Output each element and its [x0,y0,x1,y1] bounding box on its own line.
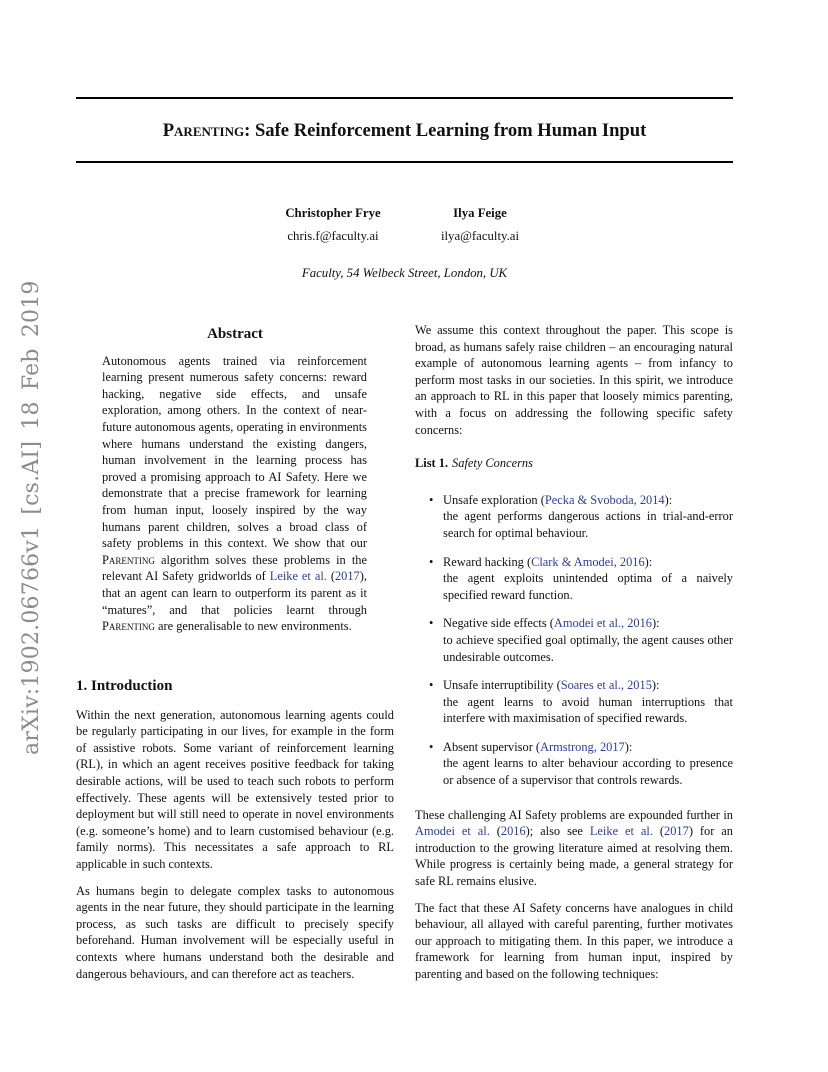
intro-paragraph: Within the next generation, autonomous learning agents could be regularly participating in our lives, for example in the form of assistive robots. Some variant of reinforcement learning (RL), in which an agent receives positive feedback for taking desirable actions, will be used to teach such robots to perform effectively. These agents will be extensively tested prior to deployment but will still need to operate in novel environments (e.g. someone’s home) and to learn customised behaviour (e.g. family norms). This necessitates a safe approach to RL applicable in such contexts. [76,707,394,872]
intro-paragraph: As humans begin to delegate complex tasks to autonomous agents in the near future, they should participate in the learning process, as such tasks are difficult to precisely specify beforehand. Human involvement will be especially useful in contexts where humans understand both the desirable and dangerous behaviours, and can therefore act as teachers. [76,883,394,981]
left-column [76,322,394,982]
body-paragraph: We assume this context throughout the paper. This scope is broad, as humans safely raise children – an encouraging natural example of autonomous learning agents – from infancy to perform most tasks in our societies. In this spirit, we introduce an approach to RL in this paper that loosely mimics parenting, with a focus on addressing the following specific safety concerns: [415,323,733,437]
citation-link[interactable]: Clark & Amodei, 2016 [531,554,645,569]
title-smallcaps: Parenting [162,120,245,141]
paper-title [76,119,733,143]
arxiv-stamp: arXiv:1902.06766v1 [cs.AI] 18 Feb 2019 [19,280,44,755]
bullet-icon: • [429,492,434,507]
citation-link[interactable]: Armstrong, 2017 [540,739,625,754]
right-column [415,322,733,983]
abstract-text: Autonomous agents trained via reinforcement learning present numerous safety concerns: reward hacking, negative side effects, and unsafe exploration, among others. In the context of near-future autonomous agents, operating in environments where humans understand the existing dangers, human involvement in the learning process has proved a promising approach to AI Safety. Here we demonstrate that a precise framework for learning from human input, loosely inspired by the way humans parent children, solves a broad class of safety problems in this context. We show that our Parenting algorithm solves these problems in the relevant AI Safety gridworlds of Leike et al. (2017), that an agent can learn to outperform its parent as it “matures”, and that policies learnt through Parenting are generalisable to new environments. [102,353,367,634]
bullet-icon: • [429,739,434,754]
top-rule [76,97,733,99]
citation-link[interactable]: Leike et al. [269,569,327,584]
citation-year-link[interactable]: 2017 [334,569,360,584]
citation-year-link[interactable]: 2017 [664,824,689,839]
affiliation: Faculty, 54 Welbeck Street, London, UK [301,266,508,280]
body-paragraph: The fact that these AI Safety concerns have analogues in child behaviour, all allayed with careful parenting, further motivates our approach to mitigating them. In this paper, we introduce a framework for learning from human input, inspired by parenting and based on the following techniques: [415,900,733,981]
author-name: Ilya Feige [453,206,507,220]
list-item: • Negative side effects (Amodei et al., 2016): to achieve specified goal optimally, the agent causes other undesirable outcomes. [429,616,733,664]
citation-link[interactable]: Amodei et al., 2016 [553,616,652,631]
list-item: • Unsafe exploration (Pecka & Svoboda, 2014): the agent performs dangerous actions in trial-and-error search for optimal behaviour. [429,492,733,540]
bullet-icon: • [429,678,434,693]
section-heading-introduction: 1. Introduction [76,677,173,694]
list-item: • Unsafe interruptibility (Soares et al., 2015): the agent learns to avoid human interruptions that interfere with maximisation of specified rewards. [429,678,733,726]
body-paragraph: These challenging AI Safety problems are expounded further in Amodei et al. (2016); also see Leike et al. (2017) for an introduction to the growing literature aimed at resolving them. While progress is certainly being made, a general strategy for safe RL remains elusive. [415,807,733,889]
list-heading: List 1. Safety Concerns [415,456,533,471]
list-item: • Absent supervisor (Armstrong, 2017): the agent learns to alter behaviour according to presence or absence of a supervisor that controls rewards. [429,739,733,788]
author-email: ilya@faculty.ai [440,229,520,243]
citation-link[interactable]: Pecka & Svoboda, 2014 [544,492,665,507]
bullet-icon: • [429,616,434,631]
abstract-heading: Abstract [207,326,263,342]
citation-year-link[interactable]: 2016 [500,824,526,839]
title-bottom-rule [76,161,733,163]
author-2 [380,205,580,244]
citation-link[interactable]: Leike et al. [589,824,653,839]
list-item: • Reward hacking (Clark & Amodei, 2016): the agent exploits unintended optima of a naively specified reward function. [429,554,733,602]
title-rest: : Safe Reinforcement Learning from Human Input [244,120,647,141]
citation-link[interactable]: Amodei et al. [415,824,490,839]
bullet-icon: • [429,554,434,569]
author-name: Christopher Frye [285,206,381,220]
author-email: chris.f@faculty.ai [287,229,379,243]
citation-link[interactable]: Soares et al., 2015 [560,678,652,693]
safety-concerns-list [415,492,733,789]
